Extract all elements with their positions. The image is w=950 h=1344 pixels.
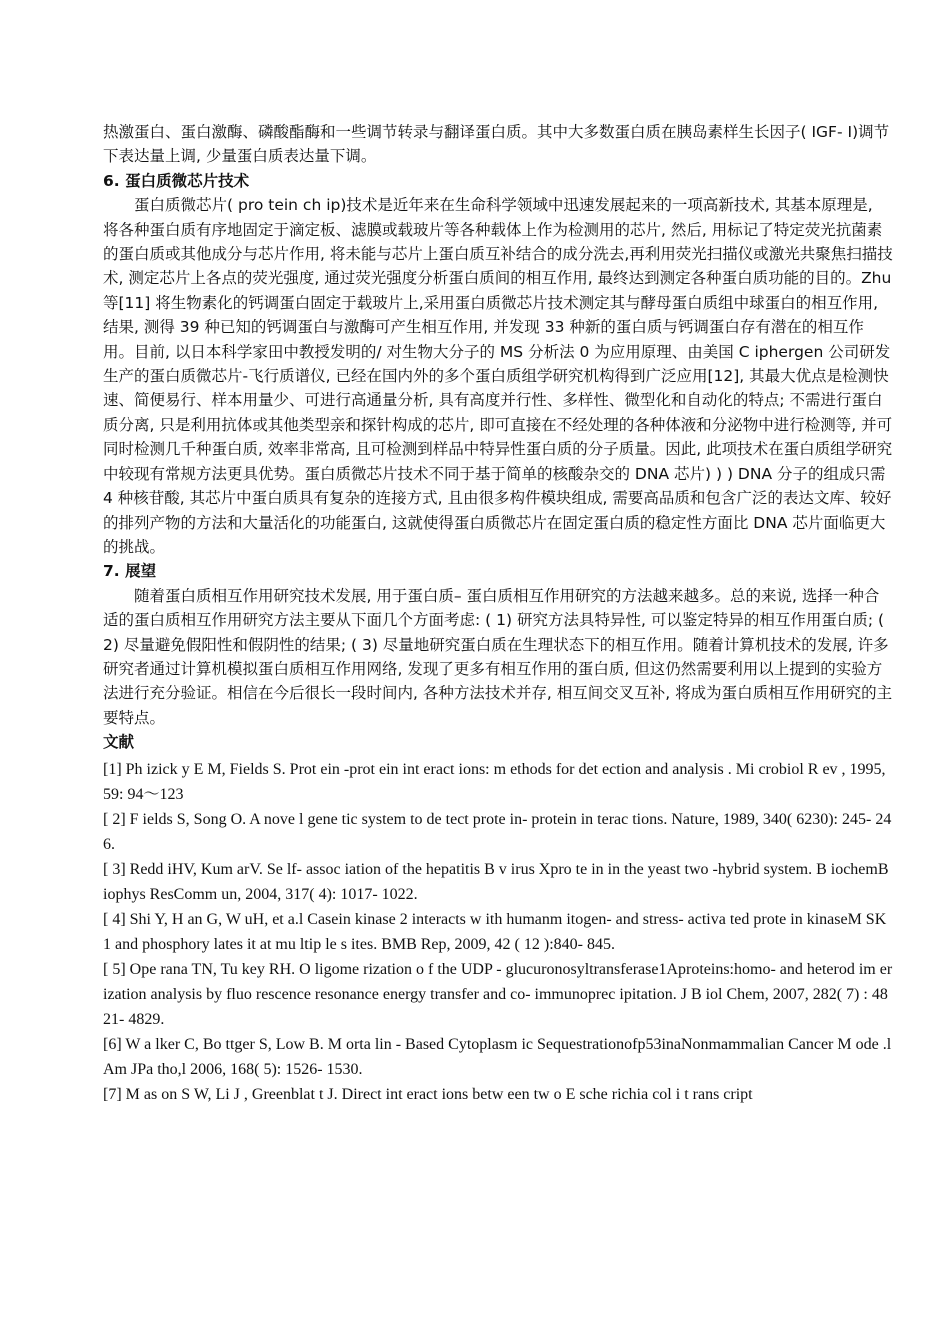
reference-item: [ 3] Redd iHV, Kum arV. Se lf- assoc iation of the hepatitis B v irus Xpro te in in the yeast two -hybrid system. B iochemB iophys ResComm un, 2004, 317( 4): 1017- 1022. — [103, 860, 889, 903]
section-6-paragraph: 蛋白质微芯片( pro tein ch ip)技术是近年来在生命科学领域中迅速发展起来的一项高新技术, 其基本原理是, 将各种蛋白质有序地固定于滴定板、滤膜或载玻片等各种载体上作为检测用的芯片, 然后, 用标记了特定荧光抗菌素的蛋白质或其他成分与芯片作用, 将未能与芯片上蛋白质互补结合的成分洗去,再利用荧光扫描仪或激光共聚焦扫描技术, 测定芯片上各点的荧光强度, 通过荧光强度分析蛋白质间的相互作用, 最终达到测定各种蛋白质功能的目的。Zhu 等[11] 将生物素化的钙调蛋白固定于载玻片上,采用蛋白质微芯片技术测定其与酵母蛋白质组中球蛋白的相互作用, 结果, 测得 39 种已知的钙调蛋白与激酶可产生相互作用, 并发现 33 种新的蛋白质与钙调蛋白存有潜在的相互作用。目前, 以日本科学家田中教授发明的/ 对生物大分子的 MS 分析法 0 为应用原理、由美国 C iphergen 公司研发生产的蛋白质微芯片-飞行质谱仪, 已经在国内外的多个蛋白质组学研究机构得到广泛应用[12], 其最大优点是检测快速、简便易行、样本用量少、可进行高通量分析, 具有高度并行性、多样性、微型化和自动化的特点; 不需进行蛋白质分离, 只是利用抗体或其他类型亲和探针构成的芯片, 即可直接在不经处理的各种体液和分泌物中进行检测等, 并可同时检测几千种蛋白质, 效率非常高, 且可检测到样品中特异性蛋白质的分子质量。因此, 此项技术在蛋白质组学研究中较现有常规方法更具优势。蛋白质微芯片技术不同于基于简单的核酸杂交的 DNA 芯片) ) ) DNA 分子的组成只需 4 种核苷酸, 其芯片中蛋白质具有复杂的连接方式, 且由很多构件模块组成, 需要高品质和包含广泛的表达文库、较好的排列产物的方法和大量活化的功能蛋白, 这就使得蛋白质微芯片在固定蛋白质的稳定性方面比 DNA 芯片面临更大的挑战。 — [103, 196, 893, 556]
section-7-paragraph: 随着蛋白质相互作用研究技术发展, 用于蛋白质– 蛋白质相互作用研究的方法越来越多。总的来说, 选择一种合适的蛋白质相互作用研究方法主要从下面几个方面考虑: ( 1) 研究方法具特异性, 可以鉴定特异的相互作用蛋白质; ( 2) 尽量避免假阳性和假阴性的结果; ( 3) 尽量地研究蛋白质在生理状态下的相互作用。随着计算机技术的发展, 许多研究者通过计算机模拟蛋白质相互作用网络, 发现了更多有相互作用的蛋白质, 但这仍然需要利用以上提到的实验方法进行充分验证。相信在今后很长一段时间内, 各种方法技术并存, 相互间交叉互补, 将成为蛋白质相互作用研究的主要特点。 — [103, 586, 893, 727]
reference-item: [ 5] Ope rana TN, Tu key RH. O ligome rization o f the UDP - glucuronosyltransferase1Aproteins:homo- and heterod im erization analysis by fluo rescence resonance energy transfer and co- immunoprec ipitation. J B iol Chem, 2007, 282( 7) : 4821- 4829. — [103, 960, 893, 1028]
section-6-heading: 6. 蛋白质微芯片技术 — [103, 171, 250, 190]
section-7-heading: 7. 展望 — [103, 562, 157, 581]
reference-item: [ 4] Shi Y, H an G, W uH, et a.l Casein kinase 2 interacts w ith humanm itogen- and stress- activa ted prote in kinaseM SK1 and phosphory lates it at mu ltip le s ites. BMB Rep, 2009, 42 ( 12 ):840- 845. — [103, 910, 887, 953]
reference-item: [ 2] F ields S, Song O. A nove l gene tic system to de tect prote in- protein in terac tions. Nature, 1989, 340( 6230): 245- 246. — [103, 810, 892, 853]
reference-item: [1] Ph izick y E M, Fields S. Prot ein -prot ein int eract ions: m ethods for det ection and analysis . Mi crobiol R ev , 1995, 59: 94～123 — [103, 760, 886, 803]
references-heading: 文献 — [103, 733, 135, 752]
document-page — [103, 120, 893, 1107]
reference-item: [6] W a lker C, Bo ttger S, Low B. M orta lin - Based Cytoplasm ic Sequestrationofp53inaNonmammalian Cancer M ode .l Am JPa tho,l 2006, 168( 5): 1526- 1530. — [103, 1035, 892, 1078]
reference-list — [103, 757, 893, 1107]
continuation-paragraph: 热激蛋白、蛋白激酶、磷酸酯酶和一些调节转录与翻译蛋白质。其中大多数蛋白质在胰岛素样生长因子( IGF- I)调节下表达量上调, 少量蛋白质表达量下调。 — [103, 123, 890, 166]
reference-item: [7] M as on S W, Li J , Greenblat t J. Direct int eract ions betw een tw o E sche richia col i t rans cript — [103, 1085, 753, 1103]
